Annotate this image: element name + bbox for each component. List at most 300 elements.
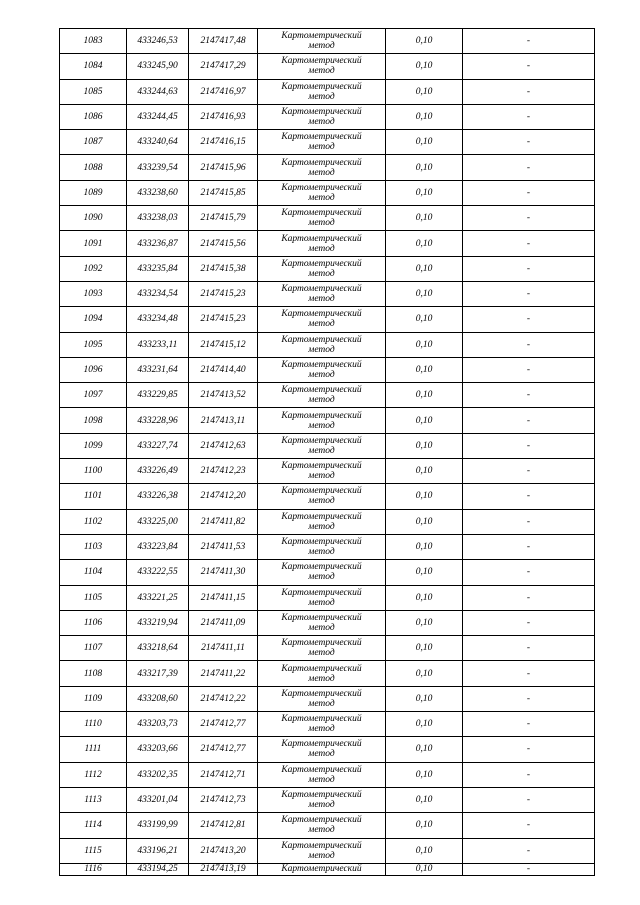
method-line-1: Картометрический (281, 360, 362, 370)
method-line-1: Картометрический (281, 739, 362, 750)
table-row (60, 130, 595, 155)
accuracy-cell: 0,10 (386, 585, 463, 610)
method-line-1: Картометрический (281, 309, 362, 320)
table-row (60, 610, 595, 635)
method-cell (258, 534, 386, 559)
description-cell: - (463, 459, 595, 484)
accuracy-cell: 0,10 (386, 155, 463, 180)
description-cell: - (463, 130, 595, 155)
method-cell (258, 863, 386, 875)
method-line-2: метод (308, 774, 335, 785)
coordinate-y-cell: 2147417,48 (189, 29, 258, 54)
table-row (60, 509, 595, 534)
accuracy-cell: 0,10 (386, 661, 463, 686)
coordinate-y-cell: 2147411,15 (189, 585, 258, 610)
description-cell: - (463, 509, 595, 534)
description-cell: - (463, 155, 595, 180)
point-number-cell: 1109 (60, 686, 127, 711)
method-line-1: Картометрический (281, 663, 362, 674)
table-row (60, 307, 595, 332)
coordinate-x-cell: 433228,96 (127, 408, 189, 433)
point-number-cell: 1100 (60, 459, 127, 484)
table-row (60, 155, 595, 180)
method-line-2: метод (308, 496, 335, 507)
description-cell: - (463, 79, 595, 104)
coordinate-x-cell: 433235,84 (127, 256, 189, 281)
table-row (60, 534, 595, 559)
method-cell (258, 737, 386, 762)
coordinate-x-cell: 433234,48 (127, 307, 189, 332)
coordinate-x-cell: 433201,04 (127, 787, 189, 812)
method-cell (258, 585, 386, 610)
coordinate-y-cell: 2147412,71 (189, 762, 258, 787)
method-cell (258, 813, 386, 838)
method-line-1: Картометрический (281, 334, 362, 345)
point-number-cell: 1097 (60, 383, 127, 408)
coordinate-x-cell: 433223,84 (127, 534, 189, 559)
point-number-cell: 1111 (60, 737, 127, 762)
method-line-2: метод (308, 471, 335, 482)
table-row (60, 79, 595, 104)
point-number-cell: 1115 (60, 838, 127, 863)
method-cell (258, 686, 386, 711)
method-cell (258, 787, 386, 812)
method-line-2: метод (308, 445, 335, 456)
method-line-1: Картометрический (281, 31, 362, 42)
method-line-2: метод (308, 294, 335, 305)
table-row (60, 459, 595, 484)
point-number-cell: 1114 (60, 813, 127, 838)
point-number-cell: 1090 (60, 206, 127, 231)
point-number-cell: 1089 (60, 180, 127, 205)
coordinate-x-cell: 433231,64 (127, 357, 189, 382)
method-cell (258, 231, 386, 256)
accuracy-cell: 0,10 (386, 231, 463, 256)
method-cell (258, 281, 386, 306)
accuracy-cell: 0,10 (386, 636, 463, 661)
coordinate-y-cell: 2147412,63 (189, 433, 258, 458)
point-number-cell: 1110 (60, 712, 127, 737)
coordinate-x-cell: 433226,49 (127, 459, 189, 484)
coordinate-x-cell: 433244,63 (127, 79, 189, 104)
point-number-cell: 1085 (60, 79, 127, 104)
accuracy-cell: 0,10 (386, 383, 463, 408)
description-cell: - (463, 686, 595, 711)
method-line-1: Картометрический (281, 688, 362, 699)
description-cell: - (463, 433, 595, 458)
accuracy-cell: 0,10 (386, 459, 463, 484)
method-line-2: метод (308, 622, 335, 633)
method-line-1: Картометрический (281, 815, 362, 826)
description-cell: - (463, 307, 595, 332)
coordinate-y-cell: 2147413,52 (189, 383, 258, 408)
coordinate-x-cell: 433229,85 (127, 383, 189, 408)
accuracy-cell: 0,10 (386, 610, 463, 635)
method-line-2: метод (308, 521, 335, 532)
accuracy-cell: 0,10 (386, 813, 463, 838)
table-row (60, 863, 595, 875)
accuracy-cell: 0,10 (386, 357, 463, 382)
method-line-1: Картометрический (281, 764, 362, 775)
table-row (60, 231, 595, 256)
coordinate-y-cell: 2147413,11 (189, 408, 258, 433)
method-cell (258, 383, 386, 408)
coordinate-x-cell: 433202,35 (127, 762, 189, 787)
method-cell (258, 560, 386, 585)
description-cell: - (463, 206, 595, 231)
method-line-2: метод (308, 41, 335, 52)
method-cell (258, 712, 386, 737)
table-row (60, 762, 595, 787)
accuracy-cell: 0,10 (386, 104, 463, 129)
table-row (60, 661, 595, 686)
method-line-2: метод (308, 268, 335, 279)
coordinate-y-cell: 2147413,19 (189, 863, 258, 875)
method-line-2: метод (308, 547, 335, 558)
description-cell: - (463, 636, 595, 661)
table-row (60, 281, 595, 306)
method-line-2: метод (308, 243, 335, 254)
coordinate-y-cell: 2147411,09 (189, 610, 258, 635)
method-cell (258, 29, 386, 54)
method-line-1: Картометрический (281, 714, 362, 725)
accuracy-cell: 0,10 (386, 281, 463, 306)
point-number-cell: 1112 (60, 762, 127, 787)
coordinate-x-cell: 433240,64 (127, 130, 189, 155)
method-cell (258, 180, 386, 205)
coordinate-y-cell: 2147415,38 (189, 256, 258, 281)
description-cell: - (463, 762, 595, 787)
method-line-2: метод (308, 117, 335, 128)
coordinate-y-cell: 2147411,11 (189, 636, 258, 661)
accuracy-cell: 0,10 (386, 433, 463, 458)
point-number-cell: 1091 (60, 231, 127, 256)
coordinate-y-cell: 2147415,23 (189, 281, 258, 306)
coordinate-y-cell: 2147417,29 (189, 54, 258, 79)
method-line-2: метод (308, 800, 335, 811)
coordinate-y-cell: 2147416,15 (189, 130, 258, 155)
coordinate-y-cell: 2147416,93 (189, 104, 258, 129)
coordinate-x-cell: 433225,00 (127, 509, 189, 534)
method-line-1: Картометрический (281, 182, 362, 193)
coordinate-y-cell: 2147415,79 (189, 206, 258, 231)
method-line-2: метод (308, 142, 335, 153)
coordinate-x-cell: 433234,54 (127, 281, 189, 306)
coordinate-x-cell: 433238,60 (127, 180, 189, 205)
table-row (60, 787, 595, 812)
method-line-2: метод (308, 167, 335, 178)
accuracy-cell: 0,10 (386, 863, 463, 875)
accuracy-cell: 0,10 (386, 560, 463, 585)
method-line-1: Картометрический (281, 284, 362, 295)
method-cell (258, 408, 386, 433)
method-line-2: метод (308, 572, 335, 583)
coordinate-x-cell: 433244,45 (127, 104, 189, 129)
accuracy-cell: 0,10 (386, 686, 463, 711)
accuracy-cell: 0,10 (386, 54, 463, 79)
coordinate-y-cell: 2147412,81 (189, 813, 258, 838)
point-number-cell: 1096 (60, 357, 127, 382)
coordinate-y-cell: 2147414,40 (189, 357, 258, 382)
description-cell: - (463, 863, 595, 875)
point-number-cell: 1088 (60, 155, 127, 180)
accuracy-cell: 0,10 (386, 29, 463, 54)
coordinate-x-cell: 433221,25 (127, 585, 189, 610)
method-line-1: Картометрический (281, 132, 362, 143)
coordinate-x-cell: 433222,55 (127, 560, 189, 585)
method-line-1: Картометрический (281, 587, 362, 598)
description-cell: - (463, 560, 595, 585)
accuracy-cell: 0,10 (386, 787, 463, 812)
coordinate-y-cell: 2147411,22 (189, 661, 258, 686)
description-cell: - (463, 813, 595, 838)
point-number-cell: 1101 (60, 484, 127, 509)
coordinate-y-cell: 2147412,73 (189, 787, 258, 812)
coordinate-y-cell: 2147412,77 (189, 737, 258, 762)
description-cell: - (463, 180, 595, 205)
method-line-1: Картометрический (281, 511, 362, 522)
description-cell: - (463, 54, 595, 79)
accuracy-cell: 0,10 (386, 408, 463, 433)
coordinate-x-cell: 433227,74 (127, 433, 189, 458)
method-line-1: Картометрический (281, 81, 362, 92)
description-cell: - (463, 838, 595, 863)
method-line-1: Картометрический (281, 435, 362, 446)
point-number-cell: 1087 (60, 130, 127, 155)
accuracy-cell: 0,10 (386, 762, 463, 787)
description-cell: - (463, 787, 595, 812)
coordinate-x-cell: 433233,11 (127, 332, 189, 357)
point-number-cell: 1113 (60, 787, 127, 812)
table-row (60, 737, 595, 762)
point-number-cell: 1094 (60, 307, 127, 332)
coordinate-x-cell: 433238,03 (127, 206, 189, 231)
method-cell (258, 762, 386, 787)
table-row (60, 433, 595, 458)
point-number-cell: 1084 (60, 54, 127, 79)
coordinate-x-cell: 433203,66 (127, 737, 189, 762)
method-cell (258, 130, 386, 155)
method-line-2: метод (308, 66, 335, 77)
method-line-1: Картометрический (281, 840, 362, 851)
accuracy-cell: 0,10 (386, 534, 463, 559)
description-cell: - (463, 104, 595, 129)
point-number-cell: 1093 (60, 281, 127, 306)
point-number-cell: 1103 (60, 534, 127, 559)
method-cell (258, 610, 386, 635)
method-line-1: Картометрический (281, 208, 362, 219)
method-line-2: метод (308, 749, 335, 760)
method-cell (258, 459, 386, 484)
table-row (60, 712, 595, 737)
method-line-2: метод (308, 218, 335, 229)
method-line-1: Картометрический (281, 638, 362, 649)
accuracy-cell: 0,10 (386, 509, 463, 534)
method-line-2: метод (308, 370, 335, 380)
method-cell (258, 104, 386, 129)
method-cell (258, 332, 386, 357)
accuracy-cell: 0,10 (386, 712, 463, 737)
description-cell: - (463, 256, 595, 281)
coordinate-y-cell: 2147412,22 (189, 686, 258, 711)
coordinate-x-cell: 433245,90 (127, 54, 189, 79)
accuracy-cell: 0,10 (386, 484, 463, 509)
method-cell (258, 636, 386, 661)
coordinates-table (59, 28, 595, 876)
point-number-cell: 1105 (60, 585, 127, 610)
coordinate-x-cell: 433239,54 (127, 155, 189, 180)
coordinate-y-cell: 2147411,82 (189, 509, 258, 534)
method-line-2: метод (308, 91, 335, 102)
table-row (60, 180, 595, 205)
accuracy-cell: 0,10 (386, 256, 463, 281)
table-row (60, 383, 595, 408)
coordinate-x-cell: 433199,99 (127, 813, 189, 838)
accuracy-cell: 0,10 (386, 130, 463, 155)
accuracy-cell: 0,10 (386, 307, 463, 332)
method-cell (258, 433, 386, 458)
coordinate-y-cell: 2147415,85 (189, 180, 258, 205)
coordinate-x-cell: 433217,39 (127, 661, 189, 686)
coordinate-x-cell: 433194,25 (127, 863, 189, 875)
method-line-2: метод (308, 724, 335, 735)
method-line-1: Картометрический (281, 107, 362, 118)
method-line-1: Картометрический (281, 790, 362, 801)
method-line-1: Картометрический (281, 157, 362, 168)
table-row (60, 256, 595, 281)
method-line-2: метод (308, 673, 335, 684)
point-number-cell: 1108 (60, 661, 127, 686)
point-number-cell: 1095 (60, 332, 127, 357)
point-number-cell: 1116 (60, 863, 127, 875)
method-line-2: метод (308, 597, 335, 608)
description-cell: - (463, 534, 595, 559)
coordinate-x-cell: 433219,94 (127, 610, 189, 635)
method-line-2: метод (308, 825, 335, 836)
coordinate-y-cell: 2147415,23 (189, 307, 258, 332)
table-row (60, 686, 595, 711)
method-line-2: метод (308, 395, 335, 406)
point-number-cell: 1098 (60, 408, 127, 433)
method-line-2: метод (308, 192, 335, 203)
coordinate-y-cell: 2147412,77 (189, 712, 258, 737)
method-line-1: Картометрический (281, 258, 362, 269)
table-row (60, 560, 595, 585)
accuracy-cell: 0,10 (386, 206, 463, 231)
method-cell (258, 509, 386, 534)
coordinate-x-cell: 433196,21 (127, 838, 189, 863)
method-cell (258, 307, 386, 332)
method-cell (258, 79, 386, 104)
method-line-1: Картометрический (281, 486, 362, 497)
description-cell: - (463, 712, 595, 737)
point-number-cell: 1104 (60, 560, 127, 585)
method-line-1: Картометрический (281, 562, 362, 573)
table-row (60, 484, 595, 509)
table-row (60, 54, 595, 79)
point-number-cell: 1102 (60, 509, 127, 534)
point-number-cell: 1099 (60, 433, 127, 458)
point-number-cell: 1092 (60, 256, 127, 281)
table-row (60, 408, 595, 433)
description-cell: - (463, 585, 595, 610)
description-cell: - (463, 231, 595, 256)
table-row (60, 585, 595, 610)
method-line-2: метод (308, 420, 335, 431)
description-cell: - (463, 737, 595, 762)
table-row (60, 104, 595, 129)
description-cell: - (463, 383, 595, 408)
method-line-1: Картометрический (281, 461, 362, 472)
table-row (60, 29, 595, 54)
accuracy-cell: 0,10 (386, 737, 463, 762)
coordinate-x-cell: 433236,87 (127, 231, 189, 256)
description-cell: - (463, 281, 595, 306)
coordinate-y-cell: 2147411,53 (189, 534, 258, 559)
description-cell: - (463, 610, 595, 635)
method-cell (258, 838, 386, 863)
coordinate-y-cell: 2147411,30 (189, 560, 258, 585)
point-number-cell: 1083 (60, 29, 127, 54)
point-number-cell: 1086 (60, 104, 127, 129)
method-line-1: Картометрический (281, 233, 362, 244)
method-cell (258, 54, 386, 79)
accuracy-cell: 0,10 (386, 79, 463, 104)
point-number-cell: 1107 (60, 636, 127, 661)
coordinate-x-cell: 433218,64 (127, 636, 189, 661)
description-cell: - (463, 661, 595, 686)
method-cell (258, 484, 386, 509)
coordinate-y-cell: 2147415,12 (189, 332, 258, 357)
accuracy-cell: 0,10 (386, 332, 463, 357)
coordinate-x-cell: 433246,53 (127, 29, 189, 54)
accuracy-cell: 0,10 (386, 838, 463, 863)
description-cell: - (463, 332, 595, 357)
accuracy-cell: 0,10 (386, 180, 463, 205)
table-row (60, 838, 595, 863)
description-cell: - (463, 357, 595, 382)
coordinate-x-cell: 433226,38 (127, 484, 189, 509)
table-row (60, 332, 595, 357)
method-line-2: метод (308, 698, 335, 709)
method-line-1: Картометрический (281, 537, 362, 548)
point-number-cell: 1106 (60, 610, 127, 635)
description-cell: - (463, 29, 595, 54)
method-line-1: Картометрический (281, 385, 362, 396)
method-line-1: Картометрический (281, 56, 362, 67)
table-row (60, 636, 595, 661)
coordinate-x-cell: 433203,73 (127, 712, 189, 737)
method-line-2: метод (308, 648, 335, 659)
method-line-2: метод (308, 319, 335, 330)
table-row (60, 206, 595, 231)
coordinate-y-cell: 2147415,56 (189, 231, 258, 256)
method-line-1: Картометрический (281, 410, 362, 421)
method-line-2: метод (308, 850, 335, 861)
coordinate-y-cell: 2147416,97 (189, 79, 258, 104)
method-cell (258, 206, 386, 231)
method-cell (258, 256, 386, 281)
coordinate-x-cell: 433208,60 (127, 686, 189, 711)
coordinate-y-cell: 2147412,23 (189, 459, 258, 484)
coordinate-y-cell: 2147415,96 (189, 155, 258, 180)
method-line-2: метод (308, 344, 335, 355)
description-cell: - (463, 484, 595, 509)
coordinate-y-cell: 2147413,20 (189, 838, 258, 863)
method-cell (258, 357, 386, 382)
table-row (60, 813, 595, 838)
method-cell (258, 155, 386, 180)
